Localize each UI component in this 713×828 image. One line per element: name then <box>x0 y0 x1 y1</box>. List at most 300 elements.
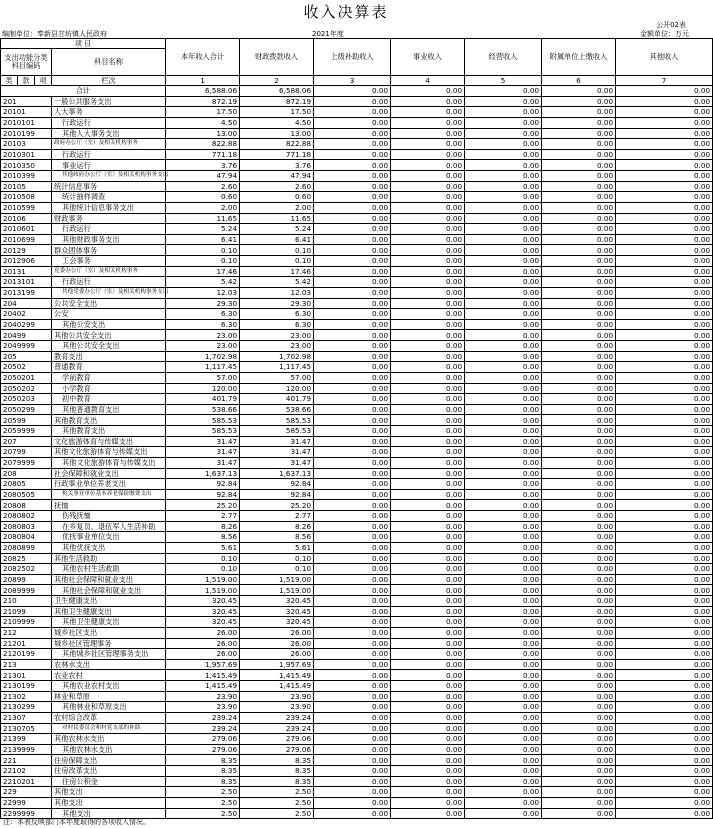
money-unit: 金额单位：万元 <box>640 30 689 38</box>
table-row <box>1 670 713 681</box>
amount-cell: 0.00 <box>465 404 542 415</box>
amount-cell: 0.10 <box>240 256 314 267</box>
subject-code: 20103 <box>1 139 52 150</box>
subject-name: 其他党委办公厅（室）及相关机构事务支出 <box>52 287 166 298</box>
amount-cell: 0.10 <box>166 564 240 575</box>
amount-cell: 57.00 <box>240 372 314 383</box>
subject-name: 其他优抚支出 <box>52 542 166 553</box>
amount-cell: 0.00 <box>616 298 713 309</box>
amount-cell: 0.00 <box>542 287 616 298</box>
amount-cell: 0.00 <box>616 447 713 458</box>
table-row <box>1 426 713 437</box>
total-value: 0.00 <box>542 86 616 97</box>
amount-cell: 0.00 <box>465 266 542 277</box>
table-row <box>1 627 713 638</box>
amount-cell: 0.00 <box>314 457 391 468</box>
amount-cell: 0.00 <box>616 330 713 341</box>
amount-cell: 0.00 <box>391 309 465 320</box>
amount-cell: 0.00 <box>542 766 616 777</box>
subject-code: 2079999 <box>1 457 52 468</box>
amount-cell: 822.88 <box>240 139 314 150</box>
subject-name: 普通教育 <box>52 362 166 373</box>
amount-cell: 0.00 <box>542 224 616 235</box>
amount-cell: 0.00 <box>465 691 542 702</box>
amount-cell: 0.00 <box>465 585 542 596</box>
amount-cell: 47.94 <box>240 171 314 182</box>
amount-cell: 31.47 <box>240 447 314 458</box>
table-row <box>1 415 713 426</box>
amount-cell: 0.00 <box>391 213 465 224</box>
amount-cell: 0.00 <box>391 266 465 277</box>
amount-cell: 0.00 <box>542 617 616 628</box>
amount-cell: 0.00 <box>616 585 713 596</box>
amount-cell: 2.00 <box>166 202 240 213</box>
amount-cell: 0.00 <box>465 542 542 553</box>
subject-code: 207 <box>1 436 52 447</box>
amount-cell: 0.00 <box>314 542 391 553</box>
col-index-4: 4 <box>391 76 465 86</box>
table-row <box>1 755 713 766</box>
subject-name: 其他卫生健康支出 <box>52 617 166 628</box>
table-row <box>1 659 713 670</box>
subject-name: 其他教育支出 <box>52 426 166 437</box>
amount-cell: 0.00 <box>391 649 465 660</box>
income-table <box>0 38 713 819</box>
amount-cell: 92.84 <box>166 479 240 490</box>
amount-cell: 0.00 <box>314 638 391 649</box>
amount-cell: 585.53 <box>240 415 314 426</box>
amount-cell: 0.00 <box>391 181 465 192</box>
amount-cell: 0.00 <box>616 234 713 245</box>
amount-cell: 279.06 <box>240 744 314 755</box>
amount-cell: 0.00 <box>542 712 616 723</box>
amount-cell: 0.00 <box>616 149 713 160</box>
amount-cell: 23.00 <box>166 341 240 352</box>
amount-cell: 0.00 <box>391 511 465 522</box>
amount-cell: 2.50 <box>240 787 314 798</box>
table-row <box>1 202 713 213</box>
subject-name: 党委办公厅（室）及相关机构事务 <box>52 266 166 277</box>
amount-cell: 2.77 <box>166 511 240 522</box>
amount-cell: 0.00 <box>314 117 391 128</box>
amount-cell: 0.00 <box>542 670 616 681</box>
total-row <box>1 86 713 97</box>
amount-cell: 8.26 <box>166 521 240 532</box>
amount-cell: 26.00 <box>240 627 314 638</box>
amount-cell: 279.06 <box>166 744 240 755</box>
amount-cell: 0.00 <box>465 298 542 309</box>
amount-cell: 0.00 <box>616 532 713 543</box>
amount-cell: 6.30 <box>166 309 240 320</box>
amount-cell: 0.00 <box>616 224 713 235</box>
amount-cell: 0.00 <box>542 691 616 702</box>
amount-cell: 1,415.49 <box>166 670 240 681</box>
subject-name: 农业农村 <box>52 670 166 681</box>
amount-cell: 0.00 <box>616 202 713 213</box>
amount-cell: 0.00 <box>465 755 542 766</box>
amount-cell: 0.00 <box>542 649 616 660</box>
amount-cell: 0.00 <box>391 287 465 298</box>
amount-cell: 13.00 <box>166 128 240 139</box>
amount-cell: 0.00 <box>542 171 616 182</box>
table-row <box>1 787 713 798</box>
subject-name: 行政运行 <box>52 117 166 128</box>
subject-code: 20502 <box>1 362 52 373</box>
amount-cell: 0.00 <box>542 181 616 192</box>
col-index-1: 1 <box>166 76 240 86</box>
amount-cell: 0.00 <box>465 224 542 235</box>
amount-cell: 0.10 <box>240 564 314 575</box>
amount-cell: 0.00 <box>616 755 713 766</box>
amount-cell: 0.00 <box>465 670 542 681</box>
amount-cell: 26.00 <box>166 627 240 638</box>
amount-cell: 0.00 <box>616 553 713 564</box>
amount-cell: 12.03 <box>240 287 314 298</box>
amount-cell: 0.00 <box>391 574 465 585</box>
amount-cell: 0.00 <box>542 341 616 352</box>
subject-code: 2080803 <box>1 521 52 532</box>
amount-cell: 0.10 <box>166 245 240 256</box>
footnote: 注：本表反映部门本年度取得的各项收入情况。 <box>3 818 150 826</box>
amount-cell: 0.00 <box>314 468 391 479</box>
amount-cell: 25.20 <box>240 500 314 511</box>
amount-cell: 5.42 <box>166 277 240 288</box>
amount-cell: 17.46 <box>240 266 314 277</box>
amount-cell: 0.00 <box>314 181 391 192</box>
table-row <box>1 234 713 245</box>
amount-cell: 0.00 <box>314 139 391 150</box>
amount-cell: 3.76 <box>240 160 314 171</box>
amount-cell: 0.00 <box>314 330 391 341</box>
amount-cell: 0.00 <box>465 797 542 808</box>
amount-cell: 1,957.69 <box>166 659 240 670</box>
amount-cell: 0.00 <box>314 702 391 713</box>
table-row <box>1 585 713 596</box>
table-row <box>1 351 713 362</box>
amount-cell: 0.00 <box>465 489 542 500</box>
subject-code: 21301 <box>1 670 52 681</box>
amount-cell: 0.00 <box>465 351 542 362</box>
amount-cell: 0.00 <box>391 627 465 638</box>
amount-cell: 0.00 <box>391 192 465 203</box>
table-row <box>1 776 713 787</box>
amount-cell: 0.00 <box>391 160 465 171</box>
subject-name: 公安 <box>52 309 166 320</box>
table-row <box>1 638 713 649</box>
subject-name: 教育支出 <box>52 351 166 362</box>
amount-cell: 0.00 <box>391 670 465 681</box>
subject-name: 公共安全支出 <box>52 298 166 309</box>
amount-cell: 0.00 <box>465 181 542 192</box>
amount-cell: 0.00 <box>391 319 465 330</box>
subject-name: 其他支出 <box>52 787 166 798</box>
amount-cell: 0.00 <box>391 744 465 755</box>
subject-code: 20106 <box>1 213 52 224</box>
subject-code: 2139999 <box>1 744 52 755</box>
subject-name: 其他农林水支出 <box>52 744 166 755</box>
amount-cell: 0.00 <box>542 128 616 139</box>
amount-cell: 8.35 <box>166 755 240 766</box>
subject-code: 2080899 <box>1 542 52 553</box>
amount-cell: 0.00 <box>314 787 391 798</box>
table-row <box>1 564 713 575</box>
amount-cell: 8.35 <box>166 776 240 787</box>
amount-cell: 5.61 <box>166 542 240 553</box>
amount-cell: 0.00 <box>465 447 542 458</box>
col-header-5: 经营收入 <box>465 39 542 76</box>
amount-cell: 0.00 <box>391 426 465 437</box>
amount-cell: 1,637.13 <box>166 468 240 479</box>
subject-code: 21099 <box>1 606 52 617</box>
amount-cell: 23.00 <box>240 341 314 352</box>
amount-cell: 0.00 <box>616 383 713 394</box>
subject-code: 2050201 <box>1 372 52 383</box>
subject-code: 20131 <box>1 266 52 277</box>
amount-cell: 0.00 <box>616 766 713 777</box>
amount-cell: 8.26 <box>240 521 314 532</box>
amount-cell: 0.00 <box>465 521 542 532</box>
amount-cell: 0.00 <box>391 128 465 139</box>
amount-cell: 17.50 <box>166 107 240 118</box>
col-index-5: 5 <box>465 76 542 86</box>
subject-code: 20499 <box>1 330 52 341</box>
col-header-6: 附属单位上缴收入 <box>542 39 616 76</box>
amount-cell: 0.00 <box>542 734 616 745</box>
subject-code: 2012906 <box>1 256 52 267</box>
total-value: 0.00 <box>391 86 465 97</box>
subject-name: 其他公共安全支出 <box>52 330 166 341</box>
amount-cell: 92.84 <box>240 489 314 500</box>
amount-cell: 0.00 <box>616 808 713 819</box>
amount-cell: 2.50 <box>240 808 314 819</box>
amount-cell: 31.47 <box>240 457 314 468</box>
total-value: 0.00 <box>465 86 542 97</box>
amount-cell: 31.47 <box>166 436 240 447</box>
subject-code: 22999 <box>1 797 52 808</box>
amount-cell: 0.00 <box>465 574 542 585</box>
amount-cell: 279.06 <box>166 734 240 745</box>
subject-name: 农村综合改革 <box>52 712 166 723</box>
subject-code: 20805 <box>1 479 52 490</box>
amount-cell: 0.00 <box>542 511 616 522</box>
line-index-row <box>1 76 713 86</box>
amount-cell: 0.00 <box>465 117 542 128</box>
amount-cell: 0.00 <box>616 319 713 330</box>
amount-cell: 0.00 <box>391 617 465 628</box>
amount-cell: 0.00 <box>391 415 465 426</box>
amount-cell: 2.50 <box>166 808 240 819</box>
amount-cell: 0.00 <box>465 776 542 787</box>
subject-code: 2010601 <box>1 224 52 235</box>
amount-cell: 0.00 <box>391 341 465 352</box>
amount-cell: 2.60 <box>240 181 314 192</box>
amount-cell: 0.00 <box>314 149 391 160</box>
amount-cell: 0.00 <box>616 287 713 298</box>
amount-cell: 0.00 <box>616 341 713 352</box>
subject-code: 208 <box>1 468 52 479</box>
func-code-header: 支出功能分类科目编码 <box>1 49 52 76</box>
amount-cell: 2.50 <box>166 787 240 798</box>
amount-cell: 8.35 <box>166 766 240 777</box>
amount-cell: 0.00 <box>542 479 616 490</box>
subject-code: 2010301 <box>1 149 52 160</box>
subject-name: 其他文化旅游体育与传媒支出 <box>52 447 166 458</box>
amount-cell: 57.00 <box>166 372 240 383</box>
amount-cell: 0.00 <box>314 479 391 490</box>
amount-cell: 0.00 <box>391 521 465 532</box>
subject-code: 2010101 <box>1 117 52 128</box>
amount-cell: 0.00 <box>391 712 465 723</box>
page-title: 收入决算表 <box>303 3 389 21</box>
amount-cell: 0.00 <box>391 659 465 670</box>
amount-cell: 13.00 <box>240 128 314 139</box>
subject-name: 统计信息事务 <box>52 181 166 192</box>
amount-cell: 0.00 <box>542 468 616 479</box>
table-row <box>1 457 713 468</box>
amount-cell: 0.00 <box>465 617 542 628</box>
amount-cell: 1,117.45 <box>240 362 314 373</box>
amount-cell: 0.00 <box>465 479 542 490</box>
amount-cell: 0.00 <box>314 617 391 628</box>
table-row <box>1 256 713 267</box>
amount-cell: 23.90 <box>240 691 314 702</box>
amount-cell: 26.00 <box>166 638 240 649</box>
amount-cell: 0.00 <box>465 383 542 394</box>
subject-name: 其他农业农村支出 <box>52 681 166 692</box>
amount-cell: 0.00 <box>542 372 616 383</box>
amount-cell: 0.00 <box>465 766 542 777</box>
amount-cell: 239.24 <box>240 712 314 723</box>
amount-cell: 279.06 <box>240 734 314 745</box>
subject-name: 林业和草原 <box>52 691 166 702</box>
amount-cell: 0.00 <box>465 638 542 649</box>
amount-cell: 0.00 <box>391 681 465 692</box>
amount-cell: 0.00 <box>542 394 616 405</box>
subject-name: 其他公安支出 <box>52 319 166 330</box>
subject-code: 2010699 <box>1 234 52 245</box>
amount-cell: 0.00 <box>465 681 542 692</box>
amount-cell: 0.00 <box>465 372 542 383</box>
subject-name: 其他财政事务支出 <box>52 234 166 245</box>
table-row <box>1 596 713 607</box>
subject-code: 20799 <box>1 447 52 458</box>
amount-cell: 0.00 <box>542 192 616 203</box>
amount-cell: 0.00 <box>616 96 713 107</box>
compiling-unit: 编制单位：奉新县甘坊镇人民政府 <box>2 30 107 38</box>
amount-cell: 0.00 <box>465 202 542 213</box>
amount-cell: 1,519.00 <box>166 585 240 596</box>
amount-cell: 0.00 <box>314 585 391 596</box>
amount-cell: 0.00 <box>616 372 713 383</box>
amount-cell: 0.00 <box>542 319 616 330</box>
amount-cell: 0.00 <box>314 277 391 288</box>
amount-cell: 0.00 <box>616 564 713 575</box>
amount-cell: 0.00 <box>465 107 542 118</box>
table-row <box>1 160 713 171</box>
subject-code: 20808 <box>1 500 52 511</box>
amount-cell: 0.00 <box>616 734 713 745</box>
amount-cell: 0.00 <box>465 309 542 320</box>
amount-cell: 0.00 <box>314 723 391 734</box>
amount-cell: 0.00 <box>616 160 713 171</box>
amount-cell: 0.00 <box>314 596 391 607</box>
subject-code: 2089999 <box>1 585 52 596</box>
subject-code: 2130299 <box>1 702 52 713</box>
amount-cell: 0.00 <box>465 394 542 405</box>
amount-cell: 1,519.00 <box>240 585 314 596</box>
amount-cell: 0.00 <box>391 776 465 787</box>
amount-cell: 0.00 <box>391 394 465 405</box>
amount-cell: 0.00 <box>314 245 391 256</box>
amount-cell: 0.00 <box>314 213 391 224</box>
subject-name: 社会保障和就业支出 <box>52 468 166 479</box>
amount-cell: 0.00 <box>465 213 542 224</box>
subject-name: 城乡社区管理事务 <box>52 638 166 649</box>
amount-cell: 1,519.00 <box>166 574 240 585</box>
amount-cell: 239.24 <box>240 723 314 734</box>
amount-cell: 0.00 <box>314 362 391 373</box>
amount-cell: 0.00 <box>542 542 616 553</box>
amount-cell: 0.00 <box>314 415 391 426</box>
amount-cell: 1,415.49 <box>240 670 314 681</box>
amount-cell: 0.00 <box>542 298 616 309</box>
amount-cell: 2.50 <box>166 797 240 808</box>
amount-cell: 0.00 <box>616 309 713 320</box>
subject-code: 210 <box>1 596 52 607</box>
amount-cell: 0.00 <box>542 723 616 734</box>
amount-cell: 0.00 <box>314 447 391 458</box>
amount-cell: 0.00 <box>542 160 616 171</box>
amount-cell: 0.00 <box>314 606 391 617</box>
amount-cell: 5.24 <box>166 224 240 235</box>
table-row <box>1 649 713 660</box>
amount-cell: 0.00 <box>465 426 542 437</box>
amount-cell: 0.00 <box>314 521 391 532</box>
amount-cell: 92.84 <box>166 489 240 500</box>
amount-cell: 0.00 <box>314 287 391 298</box>
table-row <box>1 447 713 458</box>
col-index-3: 3 <box>314 76 391 86</box>
amount-cell: 0.00 <box>542 744 616 755</box>
table-row <box>1 287 713 298</box>
amount-cell: 0.00 <box>391 500 465 511</box>
table-row <box>1 277 713 288</box>
amount-cell: 401.79 <box>240 394 314 405</box>
subject-name: 统计抽样调查 <box>52 192 166 203</box>
subject-code: 2010399 <box>1 171 52 182</box>
amount-cell: 0.00 <box>465 596 542 607</box>
subject-code: 212 <box>1 627 52 638</box>
amount-cell: 0.00 <box>391 330 465 341</box>
amount-cell: 0.00 <box>391 277 465 288</box>
table-row <box>1 117 713 128</box>
subject-code: 2120199 <box>1 649 52 660</box>
subject-code: 213 <box>1 659 52 670</box>
amount-cell: 401.79 <box>166 394 240 405</box>
amount-cell: 872.19 <box>240 96 314 107</box>
amount-cell: 1,637.13 <box>240 468 314 479</box>
table-row <box>1 128 713 139</box>
xiang-header: 项 <box>35 76 52 86</box>
amount-cell: 1,519.00 <box>240 574 314 585</box>
table-row <box>1 542 713 553</box>
amount-cell: 0.00 <box>616 712 713 723</box>
amount-cell: 3.76 <box>166 160 240 171</box>
table-row <box>1 734 713 745</box>
amount-cell: 0.00 <box>616 351 713 362</box>
subject-name: 其他统计信息事务支出 <box>52 202 166 213</box>
amount-cell: 0.00 <box>314 256 391 267</box>
